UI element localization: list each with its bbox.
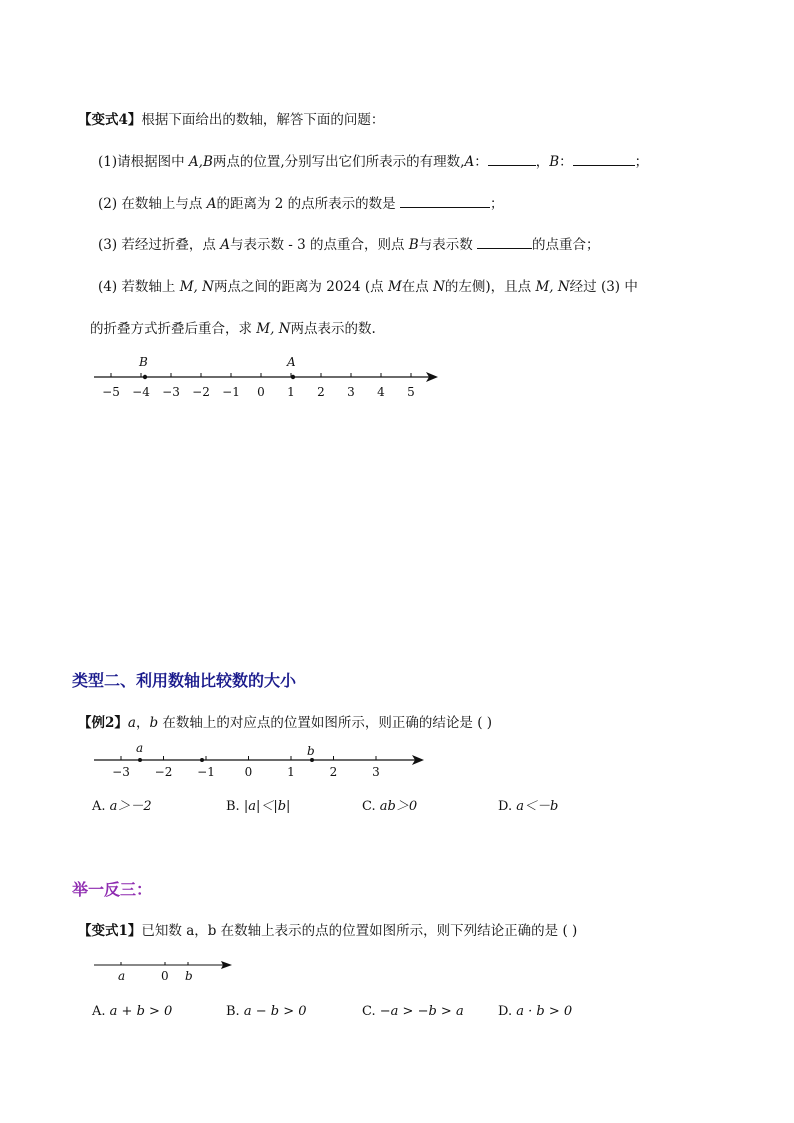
option-letter: D. (498, 1004, 513, 1019)
point-b-label: B (139, 355, 148, 369)
variant1-option-d[interactable] (498, 1004, 572, 1019)
q1-end: ； (634, 154, 649, 170)
option-letter: B. (226, 1004, 240, 1019)
q1-prefix: (1)请根据图中 (98, 154, 189, 170)
q1-blank-b[interactable] (573, 151, 635, 166)
point-a-label: a (136, 741, 144, 755)
tick-label: −2 (154, 765, 173, 779)
tick-label: 5 (407, 385, 415, 399)
q1-blank-a[interactable] (488, 151, 536, 166)
number-line-example2 (90, 738, 430, 782)
tick-label: −4 (132, 385, 150, 399)
point-minus1-dot (200, 758, 204, 762)
example2-option-d[interactable] (498, 795, 558, 814)
tick-label: −3 (162, 385, 180, 399)
q1-sep-b: ： (559, 154, 573, 170)
tick-label: 1 (287, 765, 295, 779)
point-b-dot (310, 758, 314, 762)
option-text: |a|＜|b| (243, 799, 291, 814)
q4b-prefix: 的折叠方式折叠后重合，求 (90, 321, 257, 337)
q4b-end: 两点表示的数. (290, 321, 376, 337)
option-text: a＜－b (516, 799, 559, 814)
section-title-practice: 举一反三： (72, 880, 153, 899)
question-4-line1 (98, 275, 638, 295)
q2-end: ； (489, 196, 504, 212)
variant1-text: 已知数 a，b 在数轴上表示的点的位置如图所示，则下列结论正确的是 ( ) (141, 923, 578, 939)
q3-prefix: (3) 若经过折叠，点 (98, 237, 221, 253)
q4-end: 经过 (3) 中 (569, 279, 638, 295)
q1-points: A,B (188, 154, 213, 170)
q4-mn: M, N (179, 279, 214, 295)
variant4-title (78, 108, 384, 128)
q4-mid2: 在点 (401, 279, 434, 295)
variant1-tag: 【变式1】 (78, 923, 142, 939)
variant1-option-b[interactable] (226, 1004, 307, 1019)
question-4-line2 (90, 317, 376, 337)
option-text: a · b > 0 (516, 1004, 573, 1019)
tick-label: −1 (222, 385, 240, 399)
point-a-label: A (287, 355, 296, 369)
tick-label: 2 (329, 765, 338, 779)
label-0: 0 (161, 969, 169, 983)
example2-option-b[interactable] (226, 795, 290, 814)
question-1: (1)请根据图中 A,B两点的位置,分别写出它们所表示的有理数,A： ，B： ； (98, 150, 648, 170)
tick-label: −3 (112, 765, 130, 779)
q3-point-a: A (220, 237, 230, 253)
tick-label: 3 (347, 385, 355, 399)
tick-label: 4 (377, 385, 385, 399)
label-a: a (118, 969, 126, 983)
point-b-dot (143, 375, 147, 379)
option-letter: C. (362, 799, 376, 814)
question-3 (98, 233, 600, 253)
point-a-dot (138, 758, 142, 762)
variant4-tag: 【变式4】 (78, 112, 142, 128)
q2-mid: 的距离为 2 的点所表示的数是 (216, 196, 400, 212)
q2-point: A (206, 196, 217, 212)
q4-mn2: M, N (535, 279, 570, 295)
variant4-text: 根据下面给出的数轴，解答下面的问题： (141, 112, 385, 128)
q1-mid: 两点的位置,分别写出它们所表示的有理数, (212, 154, 465, 170)
point-a-dot (291, 375, 295, 379)
q3-blank[interactable] (477, 234, 532, 249)
tick-label: 1 (287, 385, 295, 399)
example2-tag: 【例2】 (78, 715, 128, 731)
question-2 (98, 192, 503, 212)
label-b: b (185, 969, 193, 983)
example2-text: 在数轴上的对应点的位置如图所示，则正确的结论是 ( ) (158, 715, 493, 731)
option-letter: A. (92, 1004, 106, 1019)
variant1-option-a[interactable] (92, 1004, 172, 1019)
q4b-mn: M, N (256, 321, 291, 337)
example2-option-c[interactable] (362, 795, 417, 814)
q3-mid: 与表示数 - 3 的点重合，则点 (229, 237, 409, 253)
q4-m: M (387, 279, 402, 295)
q4-prefix: (4) 若数轴上 (98, 279, 180, 295)
tick-label: −5 (102, 385, 120, 399)
q4-mid: 两点之间的距离为 2024 (点 (213, 279, 388, 295)
q3-mid2: 与表示数 (418, 237, 478, 253)
tick-label: −2 (192, 385, 210, 399)
option-text: a − b > 0 (243, 1004, 307, 1019)
option-letter: D. (498, 799, 513, 814)
option-letter: A. (92, 799, 106, 814)
example2-a: a (127, 715, 136, 731)
option-text: a + b > 0 (109, 1004, 173, 1019)
example2-sep: ， (135, 715, 150, 731)
q4-mid3: 的左侧)，且点 (444, 279, 536, 295)
option-letter: C. (362, 1004, 376, 1019)
tick-label: 3 (372, 765, 380, 779)
q1-sep-a: ： (474, 154, 488, 170)
variant1-question (78, 919, 577, 939)
tick-label: 0 (244, 765, 253, 779)
q4-n: N (433, 279, 445, 295)
example2-question (78, 711, 492, 731)
q3-end: 的点重合； (532, 237, 600, 253)
tick-label: 2 (317, 385, 325, 399)
example2-b: b (149, 715, 159, 731)
q3-point-b: B (408, 237, 419, 253)
number-line-variant4 (90, 350, 440, 405)
example2-option-a[interactable] (92, 795, 152, 814)
tick-label: 0 (257, 385, 265, 399)
q2-blank[interactable] (400, 193, 490, 208)
q1-a-label: A (464, 154, 475, 170)
point-b-label: b (307, 744, 315, 758)
section-title-type2: 类型二、利用数轴比较数的大小 (72, 671, 297, 690)
number-line-variant1 (90, 952, 240, 986)
variant1-option-c[interactable] (362, 1004, 464, 1019)
q1-b-label: B (549, 154, 560, 170)
option-text: −a > −b > a (379, 1004, 464, 1019)
option-letter: B. (226, 799, 240, 814)
tick-label: −1 (197, 765, 215, 779)
q2-prefix: (2) 在数轴上与点 (98, 196, 207, 212)
option-text: ab＞0 (379, 799, 418, 814)
option-text: a＞－2 (109, 799, 152, 814)
